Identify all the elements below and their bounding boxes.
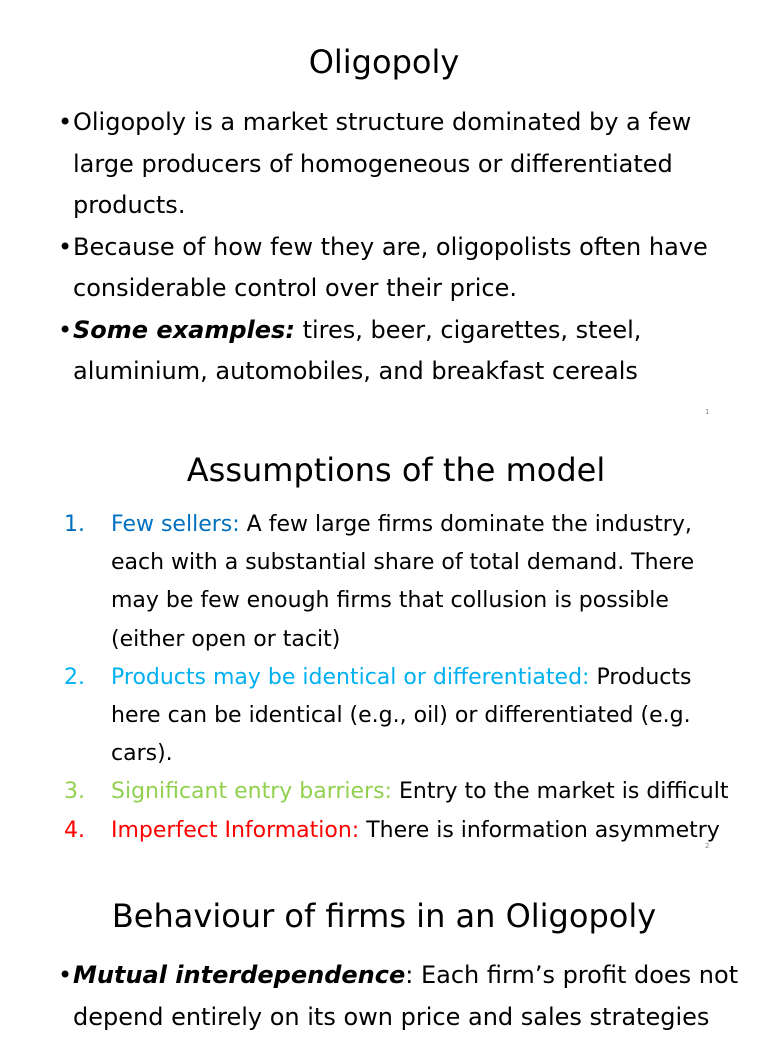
- bullet-icon: •: [58, 108, 73, 136]
- bullet-emphasis: Some examples:: [73, 315, 295, 344]
- slide-2-title: Assumptions of the model: [186, 451, 606, 489]
- item-text: A few large firms dominate the industry, each with a substantial share of total demand. There may be few enough firms that collusion is possible (either open or tacit): [111, 512, 695, 652]
- slide-3-bullet-list: [58, 955, 758, 1038]
- bullet-emphasis: Mutual interdependence: [73, 961, 406, 989]
- bullet-text: tires, beer, cigarettes, steel, aluminium, automobiles, and breakfast cereals: [73, 315, 642, 385]
- item-lead: Significant entry barriers:: [111, 779, 392, 805]
- bullet-icon: •: [58, 961, 73, 989]
- page-number: 2: [705, 842, 710, 850]
- list-number: 4.: [64, 817, 85, 843]
- list-number: 2.: [64, 664, 85, 690]
- list-number: 1.: [64, 512, 85, 537]
- item-lead: Products may be identical or differentiated:: [111, 664, 590, 690]
- slide-3-title: Behaviour of firms in an Oligopoly: [111, 897, 657, 935]
- item-text: Products here can be identical (e.g., oil) or differentiated (e.g. cars).: [111, 664, 692, 767]
- item-lead: Imperfect Information:: [111, 817, 360, 843]
- bullet-text: : Each firm’s profit does not depend entirely on its own price and sales strategies: [73, 961, 739, 1031]
- bullet-text: Because of how few they are, oligopolists often have considerable control over their price.: [73, 232, 708, 302]
- list-number: 3.: [64, 779, 85, 805]
- bullet-text: Oligopoly is a market structure dominated by a few large producers of homogeneous or differentiated products.: [73, 108, 692, 219]
- item-text: There is information asymmetry: [359, 817, 720, 843]
- item-lead: Few sellers:: [111, 512, 240, 537]
- bullet-icon: •: [58, 232, 73, 261]
- list-item: [58, 955, 758, 1038]
- page-number: 1: [705, 408, 710, 416]
- slide-1-title: Oligopoly: [308, 43, 460, 81]
- item-text: Entry to the market is difficult: [391, 779, 729, 805]
- bullet-icon: •: [58, 315, 73, 344]
